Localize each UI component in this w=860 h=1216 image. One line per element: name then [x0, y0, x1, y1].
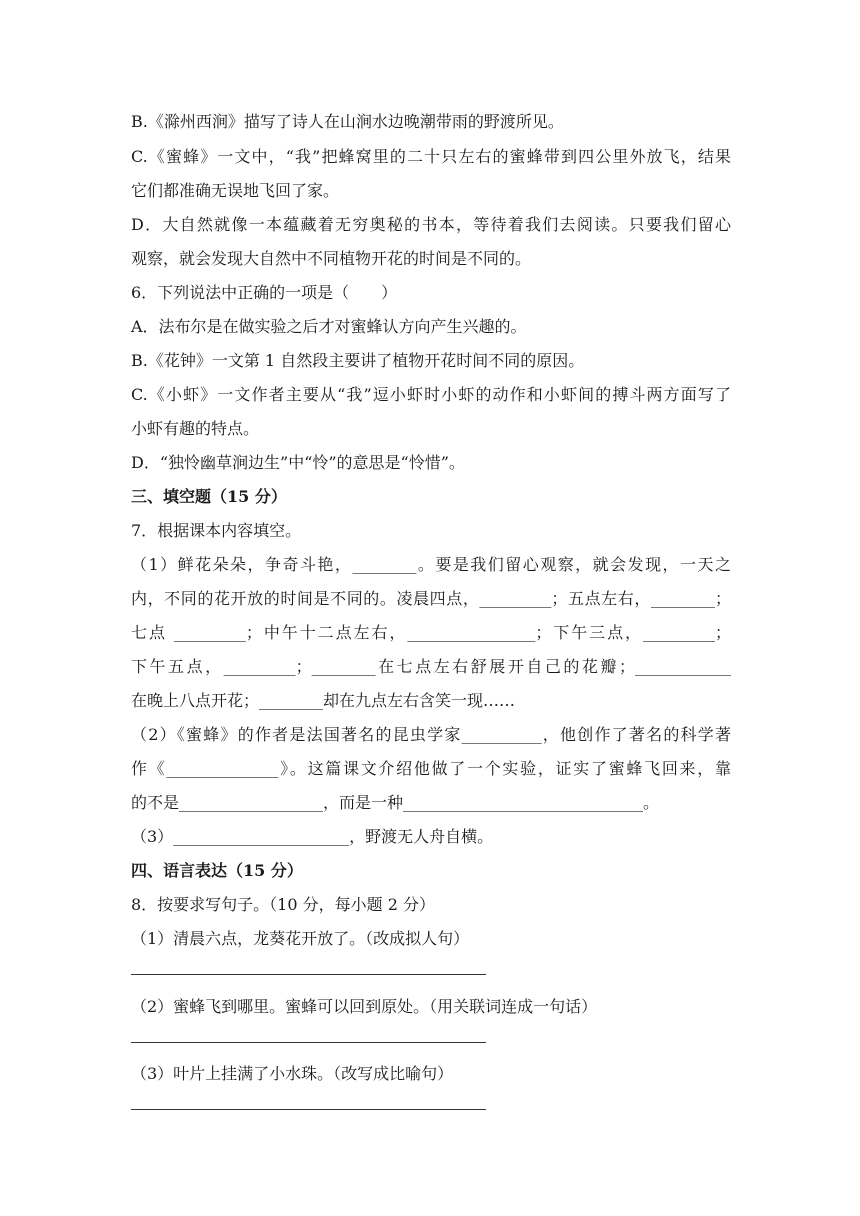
q6-option-a: A．法布尔是在做实验之后才对蜜蜂认方向产生兴趣的。	[131, 317, 527, 336]
section-4-heading: 四、语言表达（15 分）	[131, 861, 303, 880]
q6-option-c-line1: C.《小虾》一文作者主要从“我”逗小虾时小虾的动作和小虾间的搏斗两方面写了	[131, 385, 731, 404]
q5-option-d-line2: 观察，就会发现大自然中不同植物开花的时间是不同的。	[131, 249, 532, 268]
q7-stem: 7．根据课本内容填空。	[131, 521, 302, 540]
q7-part3: （3）______________________，野渡无人舟自横。	[131, 827, 494, 846]
q8-stem: 8．按要求写句子。（10 分，每小题 2 分）	[131, 895, 435, 914]
q7-part1-line3: 七点 _________；中午十二点左右，________________；下午三点，_________；	[131, 623, 731, 642]
q6-option-d: D．“独怜幽草涧边生”中“怜”的意思是“怜惜”。	[131, 453, 465, 472]
q7-part2-line1: （2）《蜜蜂》的作者是法国著名的昆虫学家__________，他创作了著名的科学著	[131, 725, 731, 744]
answer-line-1[interactable]	[131, 974, 486, 975]
q6-option-c-line2: 小虾有趣的特点。	[131, 419, 260, 438]
q8-sentence-1: （1）清晨六点，龙葵花开放了。（改成拟人句）	[131, 929, 470, 948]
q5-option-b: B.《滁州西涧》描写了诗人在山涧水边晚潮带雨的野渡所见。	[131, 112, 564, 131]
answer-line-3[interactable]	[131, 1109, 486, 1110]
q5-option-c-line1: C.《蜜蜂》一文中，“我”把蜂窝里的二十只左右的蜜蜂带到四公里外放飞，结果	[131, 147, 731, 166]
q7-part1-line4: 下午五点，_________；________在七点左右舒展开自己的花瓣；____________	[131, 657, 731, 676]
q8-sentence-2: （2）蜜蜂飞到哪里。蜜蜂可以回到原处。（用关联词连成一句话）	[131, 997, 598, 1016]
q7-part2-line3: 的不是__________________，而是一种______________________________。	[131, 793, 660, 812]
q6-option-b: B.《花钟》一文第 1 自然段主要讲了植物开花时间不同的原因。	[131, 351, 585, 370]
answer-line-2[interactable]	[131, 1042, 486, 1043]
q7-part1-line1: （1）鲜花朵朵，争奇斗艳，________。要是我们留心观察，就会发现，一天之	[131, 555, 731, 574]
section-3-heading: 三、填空题（15 分）	[131, 487, 287, 506]
q5-option-c-line2: 它们都准确无误地飞回了家。	[131, 181, 340, 200]
q7-part1-line5: 在晚上八点开花；________却在九点左右含笑一现……	[131, 691, 516, 710]
q8-sentence-3: （3）叶片上挂满了小水珠。（改写成比喻句）	[131, 1064, 454, 1083]
q6-stem: 6．下列说法中正确的一项是（ ）	[131, 283, 398, 302]
q5-option-d-line1: D．大自然就像一本蕴藏着无穷奥秘的书本，等待着我们去阅读。只要我们留心	[131, 215, 731, 234]
q7-part1-line2: 内，不同的花开放的时间是不同的。凌晨四点，_________；五点左右，________；	[131, 589, 731, 608]
q7-part2-line2: 作《______________》。这篇课文介绍他做了一个实验，证实了蜜蜂飞回来，靠	[131, 759, 731, 778]
